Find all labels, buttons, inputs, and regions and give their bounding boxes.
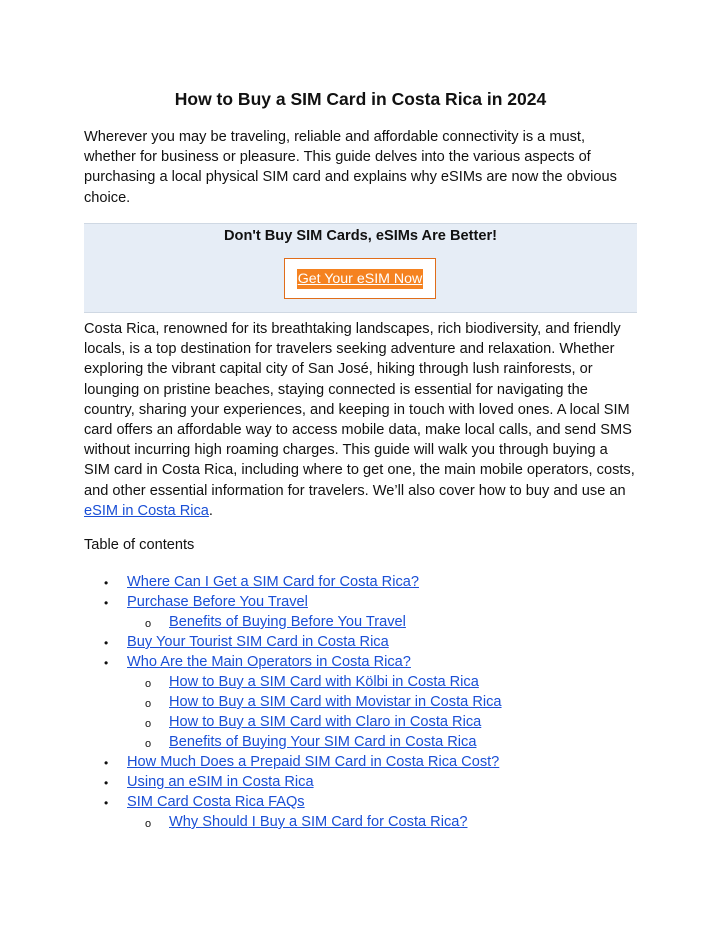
toc-link[interactable]: Buy Your Tourist SIM Card in Costa Rica — [127, 634, 389, 650]
bullet-icon: • — [104, 636, 109, 650]
toc-item — [84, 692, 637, 712]
circle-bullet-icon: o — [145, 698, 152, 710]
toc-item — [84, 712, 637, 732]
toc-link[interactable]: How to Buy a SIM Card with Claro in Costa Rica — [169, 714, 482, 730]
circle-bullet-icon: o — [145, 718, 152, 730]
toc-item — [84, 572, 637, 592]
toc-item — [84, 652, 637, 672]
esim-costa-rica-link[interactable]: eSIM in Costa Rica — [84, 502, 209, 519]
circle-bullet-icon: o — [145, 618, 152, 630]
toc-item — [84, 752, 637, 772]
toc-link[interactable]: Who Are the Main Operators in Costa Rica? — [127, 654, 411, 670]
toc-link[interactable]: SIM Card Costa Rica FAQs — [127, 794, 305, 810]
circle-bullet-icon: o — [145, 678, 152, 690]
bullet-icon: • — [104, 796, 109, 810]
circle-bullet-icon: o — [145, 738, 152, 750]
callout-heading: Don't Buy SIM Cards, eSIMs Are Better! — [224, 228, 497, 244]
toc-link[interactable]: Purchase Before You Travel — [127, 594, 308, 610]
toc-item — [84, 672, 637, 692]
bullet-icon: • — [104, 776, 109, 790]
toc-item — [84, 772, 637, 792]
toc-item — [84, 612, 637, 632]
toc-link[interactable]: Benefits of Buying Before You Travel — [169, 614, 406, 630]
body-paragraph — [84, 319, 637, 521]
circle-bullet-icon: o — [145, 818, 152, 830]
toc-link[interactable]: How to Buy a SIM Card with Movistar in Costa Rica — [169, 694, 502, 710]
bullet-icon: • — [104, 756, 109, 770]
toc-link[interactable]: How to Buy a SIM Card with Kölbi in Costa Rica — [169, 674, 479, 690]
toc-link[interactable]: Using an eSIM in Costa Rica — [127, 774, 314, 790]
toc-item — [84, 792, 637, 812]
toc-item — [84, 732, 637, 752]
table-of-contents — [84, 572, 637, 832]
bullet-icon: • — [104, 596, 109, 610]
toc-link[interactable]: Why Should I Buy a SIM Card for Costa Rica? — [169, 814, 468, 830]
body-text: Costa Rica, renowned for its breathtaking landscapes, rich biodiversity, and friendly locals, is a top destination for travelers seeking adventure and relaxation. Whether exploring the vibrant capital city of San José, hiking through lush rainforests, or lounging on pristine beaches, staying connected is essential for navigating the country, sharing your experiences, and keeping in touch with loved ones. A local SIM card offers an affordable way to access mobile data, make local calls, and send SMS without incurring high roaming charges. This guide will walk you through buying a SIM card in Costa Rica, including where to get one, the main mobile operators, costs, and other essential information for travelers. We’ll also cover how to buy and use an — [84, 321, 635, 499]
toc-item — [84, 632, 637, 652]
get-esim-button[interactable] — [284, 258, 436, 299]
toc-item — [84, 812, 637, 832]
esim-callout — [84, 223, 637, 313]
toc-item — [84, 592, 637, 612]
toc-link[interactable]: Where Can I Get a SIM Card for Costa Rica? — [127, 574, 419, 590]
bullet-icon: • — [104, 576, 109, 590]
get-esim-button-label: Get Your eSIM Now — [297, 270, 423, 287]
toc-label: Table of contents — [84, 537, 195, 553]
intro-paragraph: Wherever you may be traveling, reliable and affordable connectivity is a must, whether for business or pleasure. This guide delves into the various aspects of purchasing a local physical SIM card and explains why eSIMs are now the obvious choice. — [84, 129, 617, 206]
page-title: How to Buy a SIM Card in Costa Rica in 2024 — [174, 89, 547, 109]
toc-link[interactable]: Benefits of Buying Your SIM Card in Costa Rica — [169, 734, 477, 750]
toc-link[interactable]: How Much Does a Prepaid SIM Card in Costa Rica Cost? — [127, 754, 500, 770]
body-text-end: . — [208, 502, 213, 519]
bullet-icon: • — [104, 656, 109, 670]
